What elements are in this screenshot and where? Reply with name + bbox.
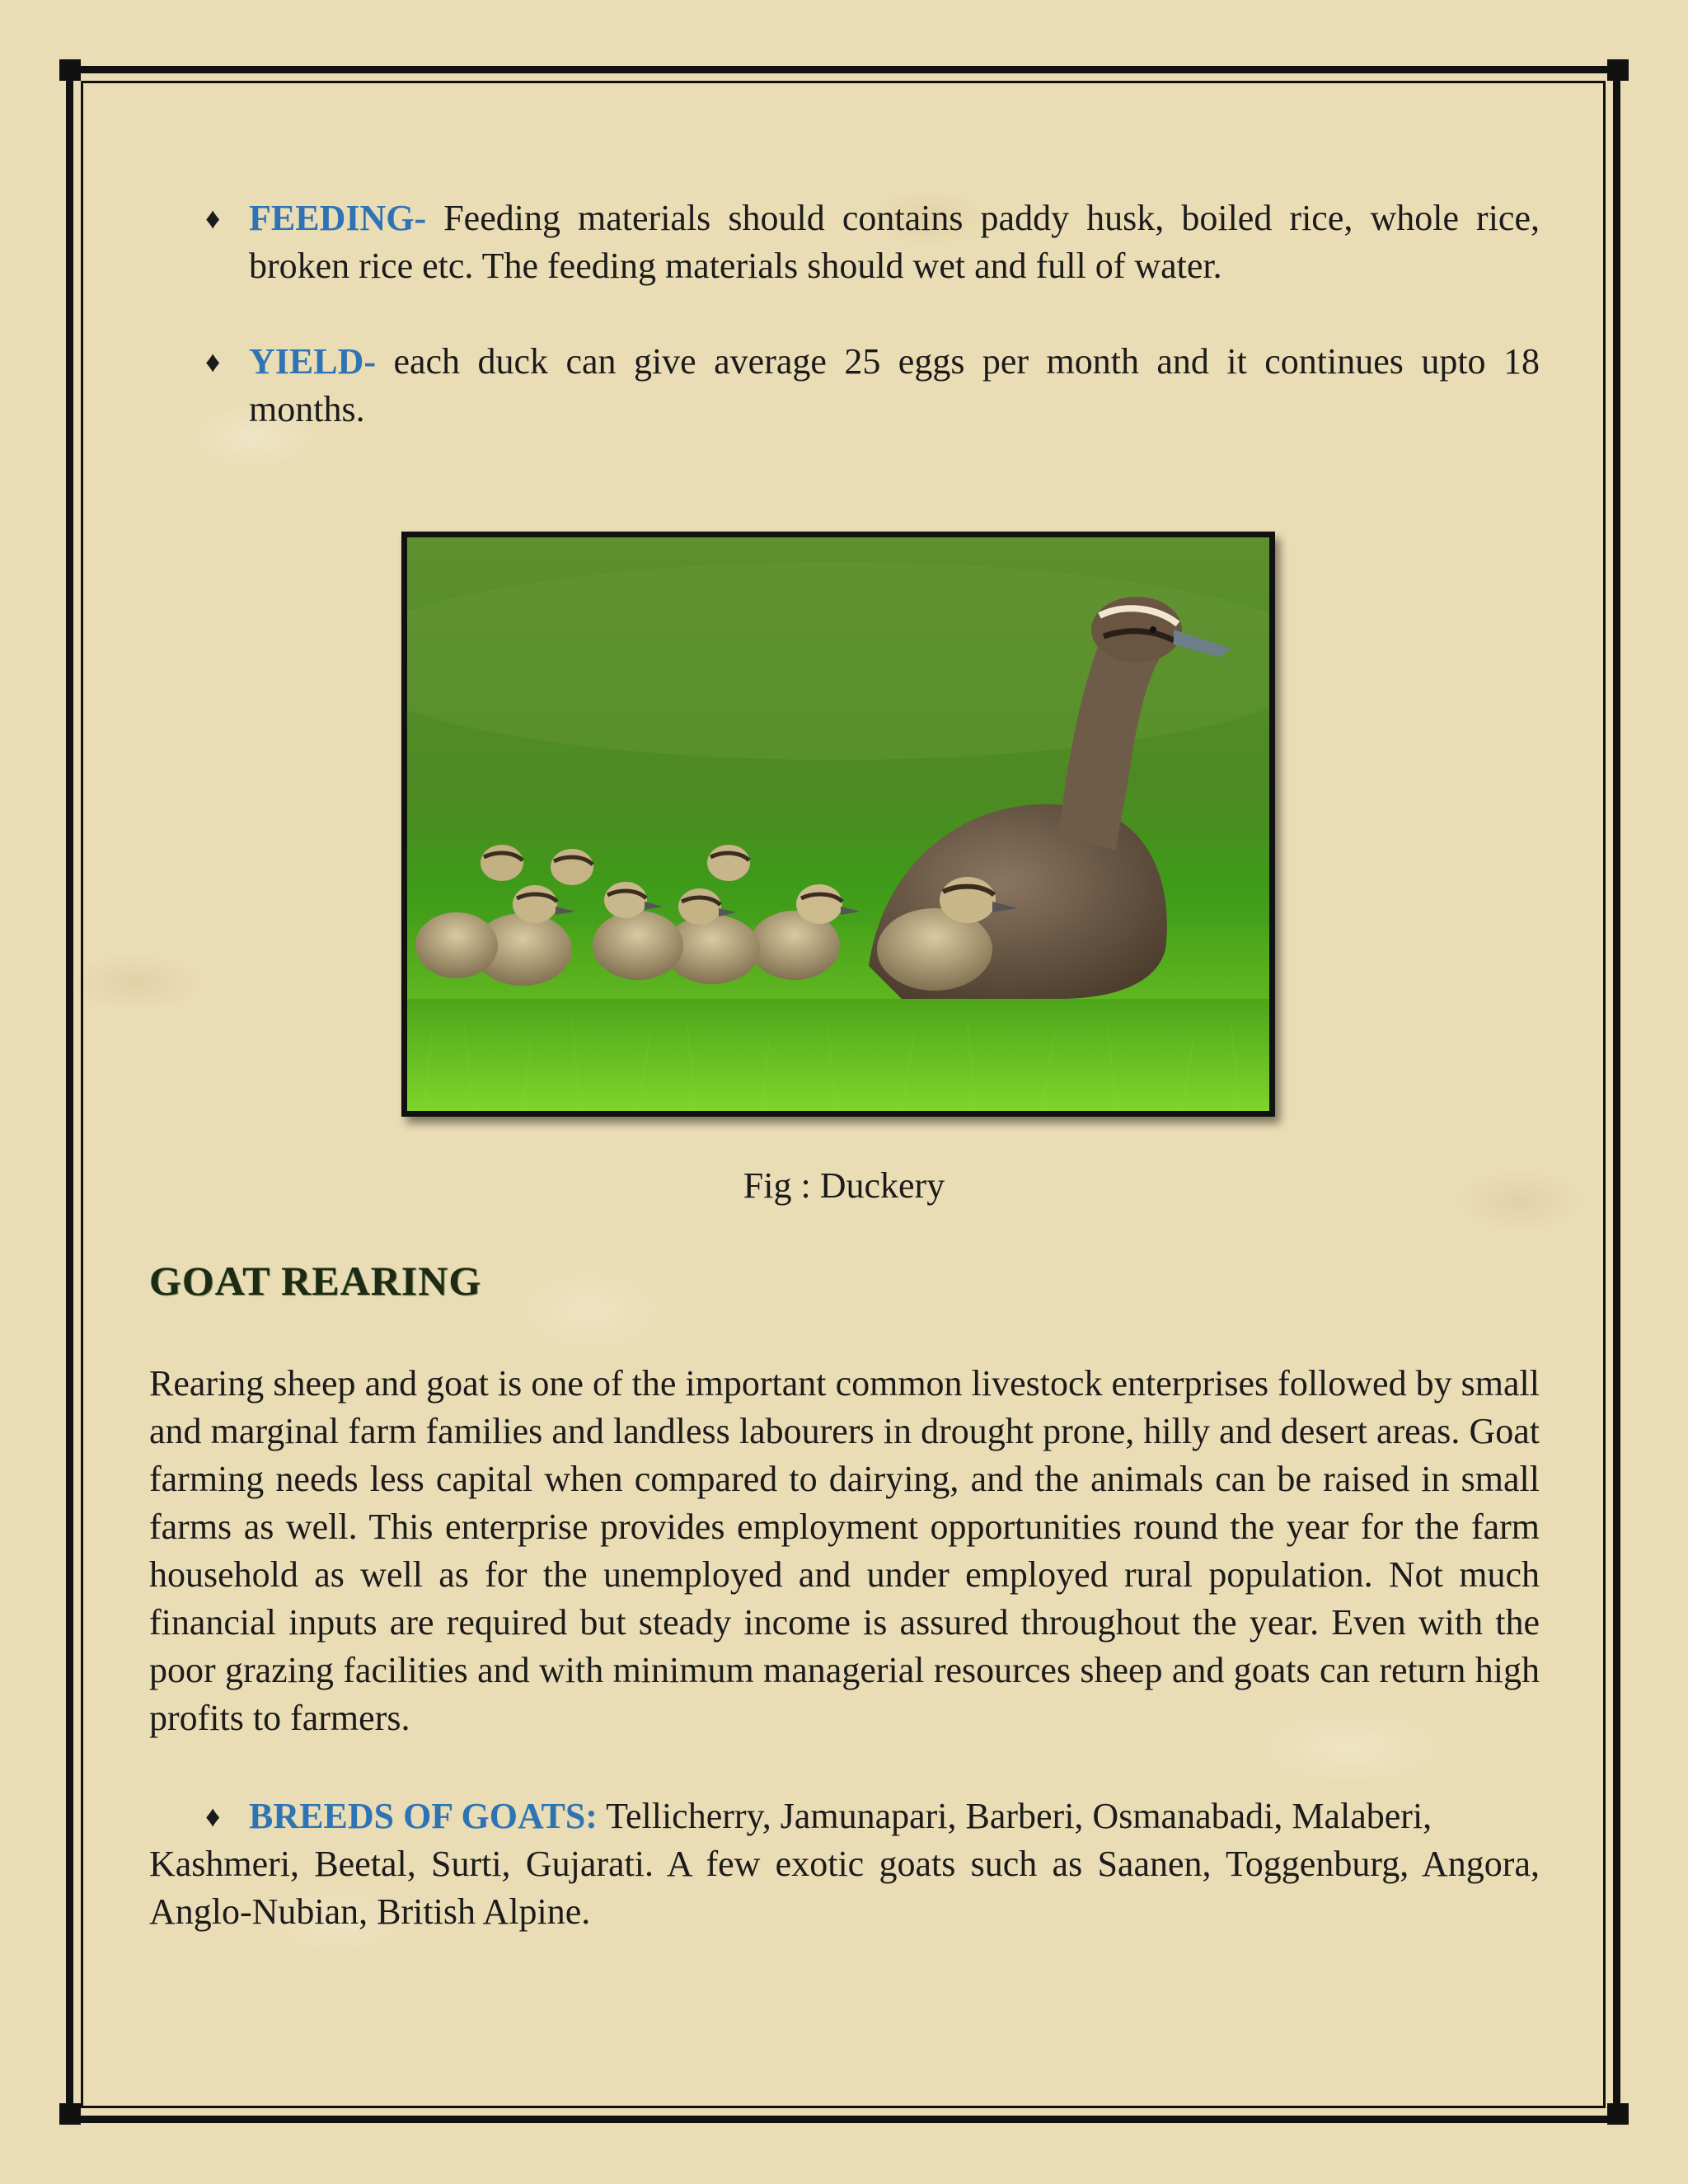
feeding-item	[149, 194, 1540, 290]
yield-label: YIELD-	[249, 341, 377, 382]
duckery-photo	[401, 532, 1275, 1117]
feeding-label: FEEDING-	[249, 198, 427, 238]
feeding-text: Feeding materials should contains paddy husk, boiled rice, whole rice, broken rice etc. The feeding materials should wet and full of water.	[249, 198, 1540, 286]
border-corner-top-right	[1607, 59, 1629, 81]
figure-caption: Fig : Duckery	[743, 1165, 945, 1206]
yield-text: each duck can give average 25 eggs per month and it continues upto 18 months.	[249, 341, 1540, 429]
yield-item	[149, 338, 1540, 434]
border-corner-top-left	[59, 59, 81, 81]
breeds-continued: Kashmeri, Beetal, Surti, Gujarati. A few exotic goats such as Saanen, Toggenburg, Angora, Anglo-Nubian, British Alpine.	[149, 1844, 1540, 1932]
bullet-diamond-icon: ♦	[205, 1800, 221, 1833]
duck-family-image	[407, 537, 1269, 1111]
border-corner-bottom-right	[1607, 2103, 1629, 2125]
breeds-text: Tellicherry, Jamunapari, Barberi, Osmanabadi, Malaberi,	[597, 1796, 1432, 1836]
breeds-label: BREEDS OF GOATS:	[249, 1796, 598, 1836]
duckery-bullets	[149, 194, 1540, 434]
section-title-goat-rearing: GOAT REARING	[149, 1258, 482, 1304]
border-corner-bottom-left	[59, 2103, 81, 2125]
bullet-diamond-icon: ♦	[205, 202, 221, 235]
breeds-block	[149, 1793, 1540, 1936]
goat-rearing-paragraph: Rearing sheep and goat is one of the important common livestock enterprises followed by small and marginal farm families and landless labourers in drought prone, hilly and desert areas. Goat farming needs less capital when compared to dairying, and the animals can be raised in small farms as well. This enterprise provides employment opportunities round the year for the farm household as well as for the unemployed and under employed rural population. Not much financial inputs are required but steady income is assured throughout the year. Even with the poor grazing facilities and with minimum managerial resources sheep and goats can return high profits to farmers.	[149, 1363, 1540, 1738]
breeds-item	[149, 1793, 1540, 1840]
bullet-diamond-icon: ♦	[205, 345, 221, 378]
